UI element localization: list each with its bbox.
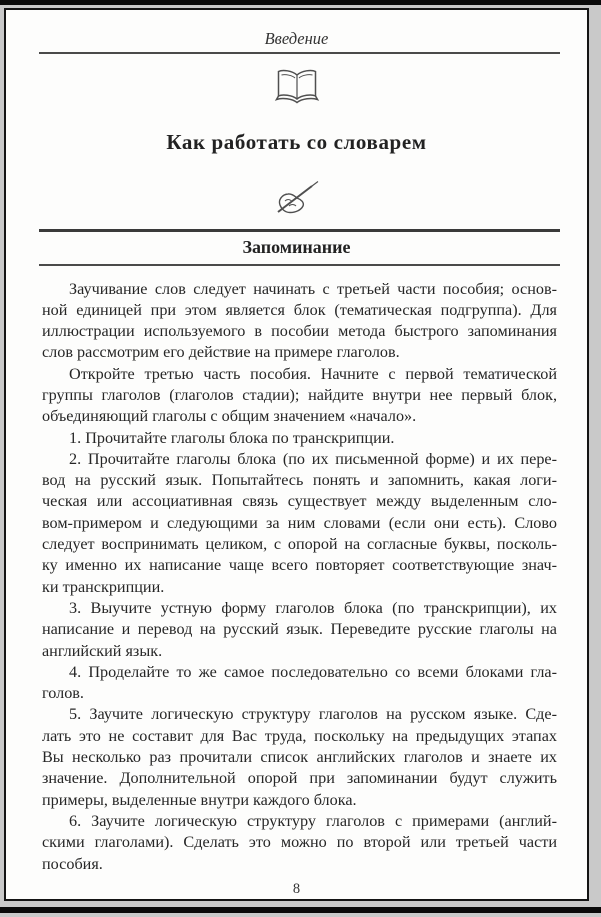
paragraph <box>42 449 557 598</box>
section-rule-top <box>39 229 560 232</box>
text-line: 1. Прочитайте глаголы блока по транскрипции. <box>69 428 395 447</box>
text-line: Вы несколько раз прочитали список английских глаголов и знаете их <box>42 748 557 767</box>
scan-edge-bottom <box>0 907 601 913</box>
text-line: Откройте третью часть пособия. Начните с первой тематической <box>69 364 557 383</box>
text-line: ческая или ассоциативная связь существует между выделенным сло- <box>42 492 557 511</box>
text-line: 4. Проделайте то же самое последовательно со всеми блоками гла- <box>69 662 557 681</box>
paragraph <box>42 598 557 662</box>
book-page <box>4 8 589 901</box>
paragraph <box>42 662 557 705</box>
text-line: иллюстрации используемого в пособии метода быстрого запоминания <box>42 322 557 341</box>
text-line: голов. <box>42 684 84 703</box>
text-line: следует воспринимать целиком, с опорой на согласные буквы, посколь- <box>42 535 557 554</box>
text-line: написание и перевод на русский язык. Переведите русские глаголы на <box>42 620 557 639</box>
page-title: Как работать со словарем <box>166 130 427 154</box>
text-line: 5. Заучите логическую структуру глаголов на русском языке. Сде- <box>69 705 557 724</box>
running-header: Введение <box>264 29 329 48</box>
text-line: 6. Заучите логическую структуру глаголов с примерами (англий- <box>69 811 557 830</box>
paragraph <box>42 364 557 428</box>
text-line: вом-примером и следующими за ним словами (если они есть). Слово <box>42 513 557 532</box>
text-line: значение. Дополнительной опорой при запоминании будут служить <box>42 769 557 788</box>
text-line: группы глаголов (глаголов стадии); найдите внутри нее первый блок, <box>42 385 557 404</box>
paragraph <box>42 811 557 875</box>
text-line: 3. Выучите устную форму глаголов блока (по транскрипции), их <box>69 598 557 617</box>
text-line: ной единицей при этом является блок (тематическая подгруппа). Для <box>42 300 557 319</box>
paragraph <box>42 428 557 449</box>
text-line: ки транскрипции. <box>42 577 165 596</box>
text-line: скими глаголами). Сделать это можно по второй или третьей части <box>42 833 557 852</box>
section-heading: Запоминание <box>242 237 351 257</box>
open-book-icon <box>6 67 587 107</box>
section-rule-bottom <box>39 264 560 266</box>
text-line: пособия. <box>42 854 103 873</box>
scan-edge-top <box>0 0 601 5</box>
writing-hand-icon <box>6 179 587 219</box>
text-line: вод на русский язык. Попытайтесь понять и запомнить, какая логи- <box>42 471 557 490</box>
text-line: слов рассмотрим его действие на примере глаголов. <box>42 343 400 362</box>
page-number: 8 <box>292 880 301 897</box>
text-line: 2. Прочитайте глаголы блока (по их письменной форме) и их пере- <box>69 449 557 468</box>
body-text <box>42 279 557 875</box>
text-line: лать это не составит для Вас труда, поскольку на предыдущих этапах <box>42 726 557 745</box>
paragraph <box>42 704 557 810</box>
text-line: английский язык. <box>42 641 163 660</box>
header-rule <box>39 52 560 54</box>
paragraph <box>42 279 557 364</box>
text-line: Заучивание слов следует начинать с третьей части пособия; основ- <box>69 279 557 298</box>
section-heading-block <box>6 229 587 266</box>
text-line: примеры, выделенные внутри каждого блока. <box>42 790 357 809</box>
text-line: объединяющий глаголы с общим значением «начало». <box>42 407 417 426</box>
text-line: ку именно их написание чаще всего повторяет соответствующие знач- <box>42 556 557 575</box>
